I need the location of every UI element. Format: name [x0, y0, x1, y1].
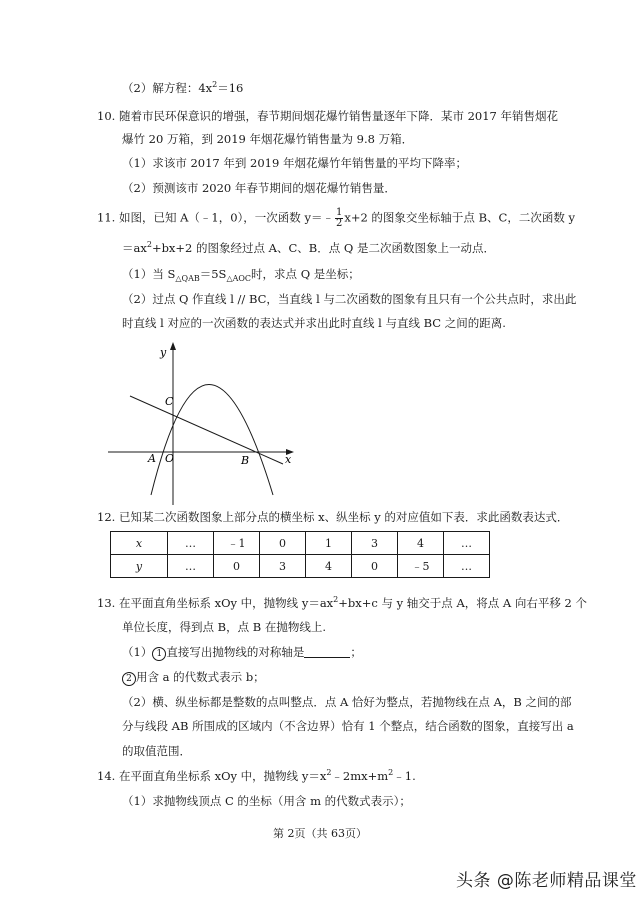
table-cell: ﹣1 [214, 532, 260, 555]
problem-11-part-2-cont: 时直线 l 对应的一次函数的表达式并求出此时直线 l 与直线 BC 之间的距离. [122, 316, 506, 330]
y-axis-arrow-icon [170, 342, 176, 350]
table-cell: … [168, 532, 214, 555]
table-row [111, 555, 490, 578]
table-cell: 3 [260, 555, 306, 578]
table-cell: ﹣5 [398, 555, 444, 578]
point-b-label: B [241, 454, 250, 467]
table-cell: 4 [398, 532, 444, 555]
problem-11-graph [108, 340, 308, 505]
problem-9-part-2: （2）解方程：$4x^2=16$ [122, 80, 244, 95]
table-cell: y [111, 555, 168, 578]
table-cell: 0 [352, 555, 398, 578]
problem-10-stem: 10. 随着市民环保意识的增强，春节期间烟花爆竹销售量逐年下降．某市 2017 年销售烟花 [97, 109, 559, 123]
problem-13-part-1-sub-2: 2 用含 a 的代数式表示 b； [122, 669, 265, 686]
table-cell: … [168, 555, 214, 578]
table-cell: … [444, 555, 490, 578]
circled-number-2: 2 [122, 672, 136, 686]
point-a-label: A [148, 452, 156, 465]
x-axis-label: x [285, 453, 292, 466]
page-footer: 第 2页（共 63页） [273, 827, 367, 840]
problem-13-part-2-cont2: 的取值范围． [122, 744, 191, 758]
table-row [111, 532, 490, 555]
problem-10-part-1: （1）求该市 2017 年到 2019 年烟花爆竹年销售量的平均下降率； [122, 156, 467, 170]
table-cell: 3 [352, 532, 398, 555]
fraction-one-half: $\frac{1}{2}$ [335, 207, 343, 229]
problem-10-part-2: （2）预测该市 2020 年春节期间的烟花爆竹销售量． [122, 181, 396, 195]
problem-13-part-1: （1） 1 直接写出抛物线的对称轴是 ； [122, 645, 362, 659]
table-cell: 1 [306, 532, 352, 555]
problem-13-stem-cont: 单位长度，得到点 B，点 B 在抛物线上. [122, 620, 327, 634]
problem-11-part-1: （1）当 $S_{\triangle QAB}=5S_{\triangle AOC}$时，求点 Q 是坐标； [122, 267, 360, 283]
problem-13-stem: 13. 在平面直角坐标系 xOy 中，抛物线 $y=ax^2+bx+c$ 与 y 轴交于点 A，将点 A 向右平移 2 个 [97, 595, 587, 610]
table-cell: 0 [214, 555, 260, 578]
problem-14-part-1: （1）求抛物线顶点 C 的坐标（用含 m 的代数式表示）； [122, 794, 411, 808]
problem-11-stem: 11. 如图，已知 A（﹣1，0），一次函数 y＝﹣ $\frac{1}{2}$ x+2 的图象交坐标轴于点 B、C，二次函数 y [97, 207, 575, 229]
answer-blank [304, 647, 350, 658]
table-cell: 0 [260, 532, 306, 555]
problem-11-stem-cont: $=ax^2+bx+2$ 的图象经过点 A、C、B．点 Q 是二次函数图象上一动点． [122, 240, 495, 255]
table-cell: 4 [306, 555, 352, 578]
watermark: 头条 @陈老师精品课堂 [456, 871, 637, 891]
values-table [110, 531, 490, 578]
table-cell: … [444, 532, 490, 555]
table-cell: x [111, 532, 168, 555]
problem-11-part-2: （2）过点 Q 作直线 l // BC，当直线 l 与二次函数的图象有且只有一个公共点时，求出此 [122, 292, 577, 306]
problem-13-part-2: （2）横、纵坐标都是整数的点叫整点．点 A 恰好为整点，若抛物线在点 A，B 之间的部 [122, 695, 572, 709]
point-c-label: C [165, 395, 174, 408]
problem-12-stem: 12. 已知某二次函数图象上部分点的横坐标 x、纵坐标 y 的对应值如下表．求此函数表达式． [97, 510, 569, 524]
origin-label: O [165, 452, 175, 465]
problem-14-stem: 14. 在平面直角坐标系 xOy 中，抛物线 $y=x^2﹣2mx+m^2﹣1$. [97, 768, 416, 783]
problem-10-stem-cont: 爆竹 20 万箱，到 2019 年烟花爆竹销售量为 9.8 万箱． [122, 132, 414, 146]
circled-number-1: 1 [152, 647, 166, 661]
y-axis-label: y [160, 346, 167, 359]
problem-13-part-2-cont: 分与线段 AB 所围成的区域内（不含边界）恰有 1 个整点，结合函数的图象，直接写出 a [122, 719, 574, 733]
